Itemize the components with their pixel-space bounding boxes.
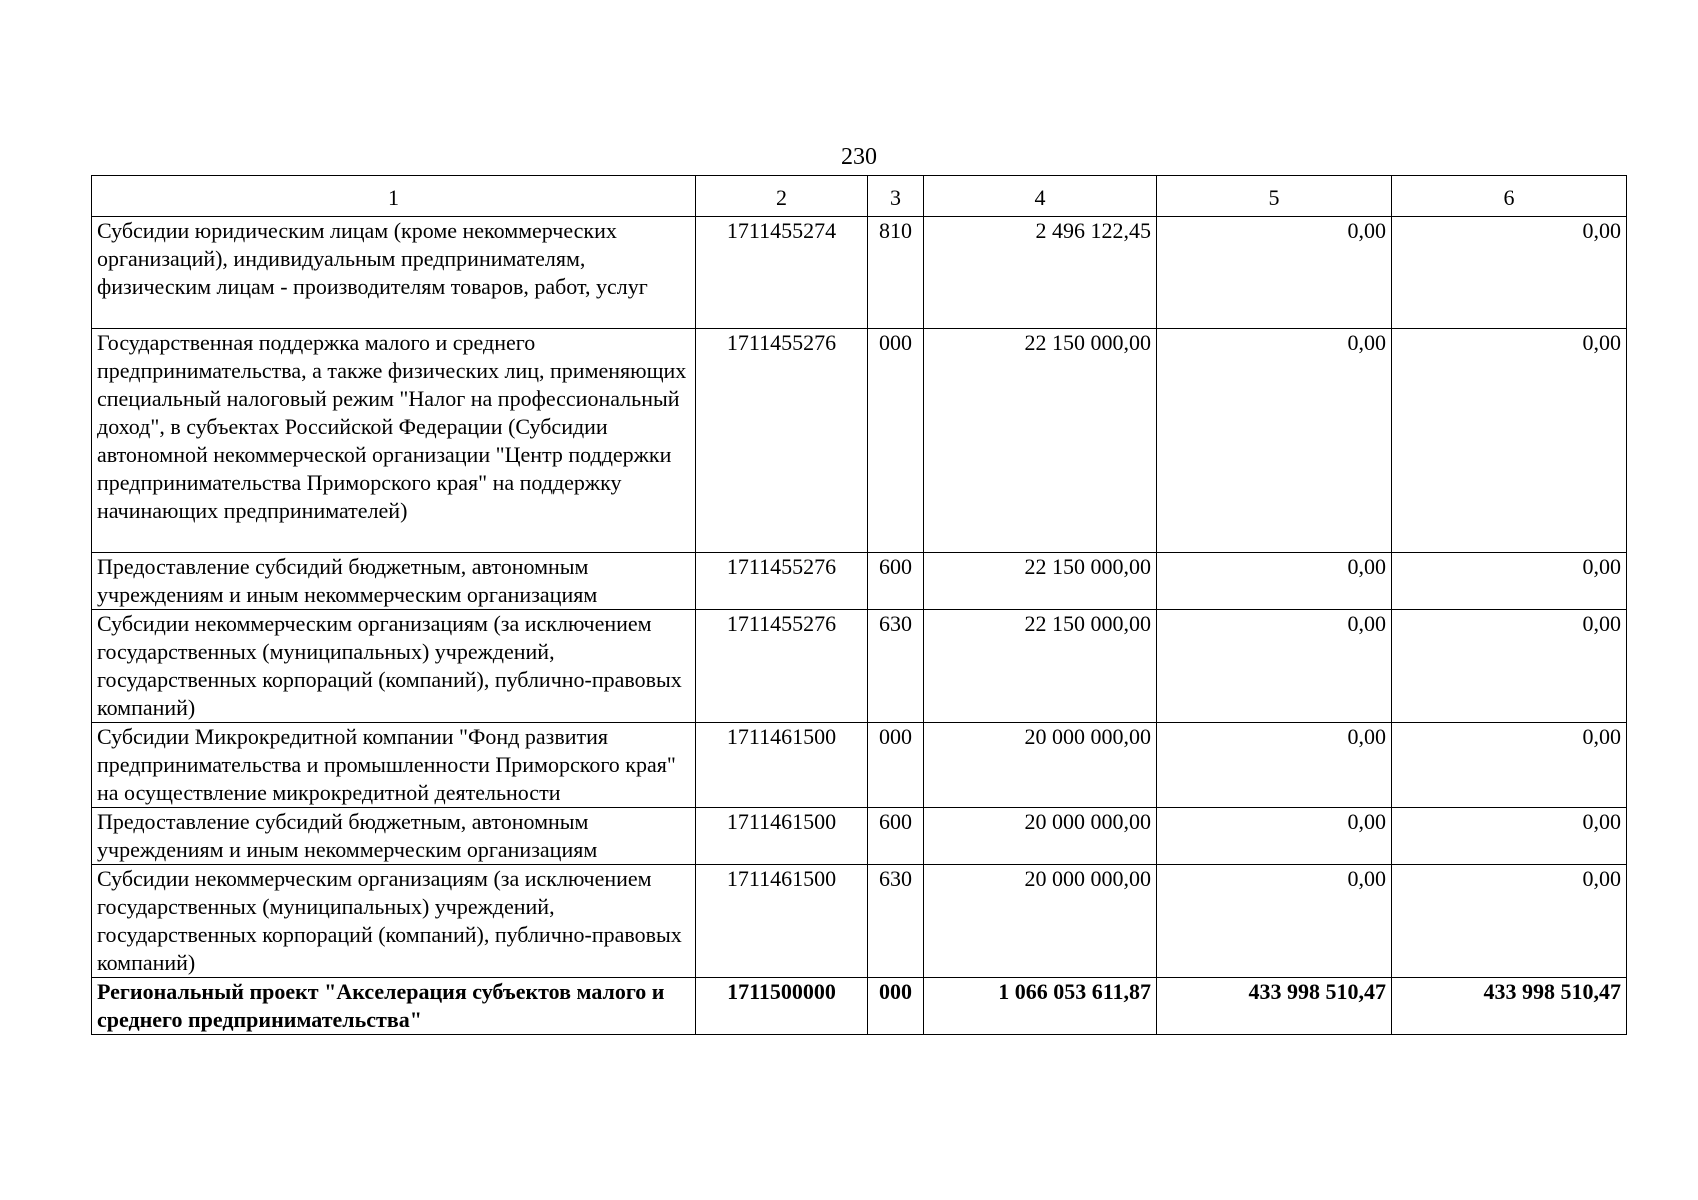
row-code: 1711461500	[696, 865, 868, 978]
row-expense-type: 630	[868, 865, 924, 978]
table-header-row	[92, 176, 1627, 217]
table-row	[92, 553, 1627, 610]
table-row	[92, 329, 1627, 553]
page-number: 230	[841, 144, 877, 170]
row-code: 1711455274	[696, 217, 868, 329]
row-amount-col5: 0,00	[1157, 808, 1392, 865]
row-description: Субсидии некоммерческим организациям (за исключением государственных (муниципальных) учреждений, государственных корпораций (компаний), публично-правовых компаний)	[92, 610, 696, 723]
row-amount-col6: 0,00	[1392, 865, 1627, 978]
row-description: Предоставление субсидий бюджетным, автономным учреждениям и иным некоммерческим организациям	[92, 808, 696, 865]
row-amount-col5: 0,00	[1157, 329, 1392, 553]
column-header: 6	[1392, 176, 1627, 217]
row-amount-col5: 433 998 510,47	[1157, 978, 1392, 1035]
table-row	[92, 865, 1627, 978]
column-header: 4	[924, 176, 1157, 217]
table-row	[92, 610, 1627, 723]
table-row-total	[92, 978, 1627, 1035]
row-code: 1711455276	[696, 610, 868, 723]
row-amount-col4: 20 000 000,00	[924, 808, 1157, 865]
row-amount-col6: 0,00	[1392, 610, 1627, 723]
row-description: Субсидии некоммерческим организациям (за исключением государственных (муниципальных) учреждений, государственных корпораций (компаний), публично-правовых компаний)	[92, 865, 696, 978]
table-row	[92, 723, 1627, 808]
row-expense-type: 810	[868, 217, 924, 329]
row-amount-col4: 20 000 000,00	[924, 865, 1157, 978]
row-amount-col4: 2 496 122,45	[924, 217, 1157, 329]
row-description: Региональный проект "Акселерация субъектов малого и среднего предпринимательства"	[92, 978, 696, 1035]
column-header: 2	[696, 176, 868, 217]
row-amount-col6: 0,00	[1392, 329, 1627, 553]
row-code: 1711455276	[696, 329, 868, 553]
row-description: Субсидии Микрокредитной компании "Фонд развития предпринимательства и промышленности Приморского края" на осуществление микрокредитной деятельности	[92, 723, 696, 808]
table-row	[92, 217, 1627, 329]
row-amount-col6: 0,00	[1392, 217, 1627, 329]
row-description: Предоставление субсидий бюджетным, автономным учреждениям и иным некоммерческим организациям	[92, 553, 696, 610]
row-amount-col5: 0,00	[1157, 610, 1392, 723]
row-code: 1711461500	[696, 723, 868, 808]
row-amount-col5: 0,00	[1157, 865, 1392, 978]
row-amount-col4: 20 000 000,00	[924, 723, 1157, 808]
row-code: 1711500000	[696, 978, 868, 1035]
table-row	[92, 808, 1627, 865]
row-code: 1711461500	[696, 808, 868, 865]
row-expense-type: 600	[868, 553, 924, 610]
budget-table	[91, 175, 1627, 1035]
row-amount-col5: 0,00	[1157, 723, 1392, 808]
row-expense-type: 600	[868, 808, 924, 865]
row-amount-col6: 0,00	[1392, 553, 1627, 610]
row-amount-col4: 22 150 000,00	[924, 610, 1157, 723]
row-expense-type: 000	[868, 723, 924, 808]
row-description: Субсидии юридическим лицам (кроме некоммерческих организаций), индивидуальным предпринимателям, физическим лицам - производителям товаров, работ, услуг	[92, 217, 696, 329]
row-description: Государственная поддержка малого и среднего предпринимательства, а также физических лиц, применяющих специальный налоговый режим "Налог на профессиональный доход", в субъектах Российской Федерации (Субсидии автономной некоммерческой организации "Центр поддержки предпринимательства Приморского края" на поддержку начинающих предпринимателей)	[92, 329, 696, 553]
row-amount-col4: 1 066 053 611,87	[924, 978, 1157, 1035]
row-amount-col4: 22 150 000,00	[924, 553, 1157, 610]
row-amount-col4: 22 150 000,00	[924, 329, 1157, 553]
row-expense-type: 000	[868, 329, 924, 553]
row-amount-col5: 0,00	[1157, 553, 1392, 610]
row-amount-col6: 0,00	[1392, 808, 1627, 865]
row-expense-type: 630	[868, 610, 924, 723]
row-amount-col5: 0,00	[1157, 217, 1392, 329]
row-amount-col6: 0,00	[1392, 723, 1627, 808]
column-header: 1	[92, 176, 696, 217]
column-header: 3	[868, 176, 924, 217]
row-expense-type: 000	[868, 978, 924, 1035]
column-header: 5	[1157, 176, 1392, 217]
row-amount-col6: 433 998 510,47	[1392, 978, 1627, 1035]
row-code: 1711455276	[696, 553, 868, 610]
